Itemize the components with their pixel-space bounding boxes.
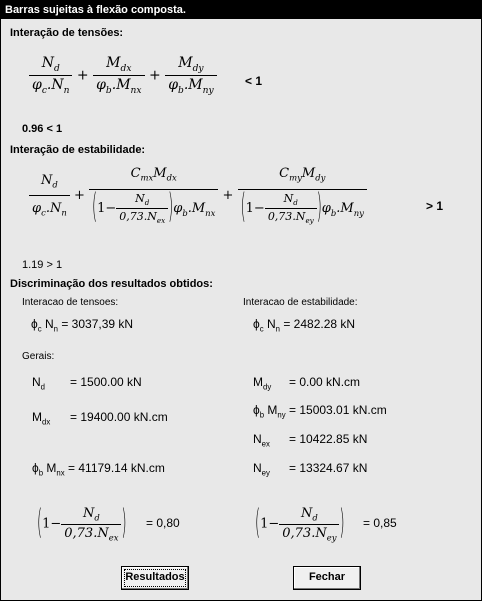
amp-x-value: = 0,80 — [146, 516, 180, 530]
frac-cmx-term: $C_{mx}M_{dx}$ (1− $\frac{N_d}{0,73.N_{ex}}$ )$\varphi_b.M_{nx}$ — [89, 166, 218, 225]
frac-mdx-mnx: $\frac{M_{dx}}{\varphi_b.M_{nx}}$ — [93, 55, 144, 96]
ney-row: $N_{ey} = 13324.67$ kN — [253, 461, 368, 478]
coef-y-amp: 0,73 — [282, 525, 312, 541]
label-gerais: Gerais: — [22, 351, 55, 362]
phi-mny-row: $\phi_b$ $M_{ny} = 15003.01$ kN.cm — [253, 403, 387, 420]
nd-value: = 1500.00 kN — [70, 375, 142, 389]
ney-value: = 13324.67 kN — [289, 461, 368, 475]
phi-nn-estab-row — [253, 317, 355, 333]
nex-value: = 10422.85 kN — [289, 432, 368, 446]
phi-mnx-row: $\phi_b$ $M_{nx} = 41179.14$ kN.cm — [32, 461, 165, 478]
phi-nn-symbol: $\phi_c$ $N_n$ — [31, 317, 58, 334]
phi-nn-symbol-2: $\phi_c$ $N_n$ — [253, 317, 280, 334]
coef-y: 0,73 — [267, 209, 293, 223]
nex-row: $N_{ex} = 10422.85$ kN — [253, 432, 368, 449]
frac-mdy-mny: $\frac{M_{dy}}{\varphi_b.M_{ny}}$ — [165, 55, 216, 96]
coef-x-amp: 0,73 — [64, 525, 94, 541]
mdy-value: = 0.00 kN.cm — [289, 375, 361, 389]
title-bar: Barras sujeitas à flexão composta. — [1, 1, 481, 19]
label-interacao-tensoes: Interacao de tensoes: — [22, 297, 119, 308]
phi-nn-estab-value: = 2482.28 kN — [283, 317, 356, 331]
formula-tensoes: $\frac{N_d}{\varphi_c.N_n}$ + $\frac{M_{dx}}{\varphi_b.M_{nx}}$ + $\frac{M_{dy}}{\varphi_b.M_{ny}}$ — [29, 55, 217, 96]
close-button[interactable]: Fechar — [293, 566, 361, 590]
phi-mny-value: = 15003.01 kN.cm — [289, 403, 387, 417]
amp-y-value: = 0,85 — [363, 516, 397, 530]
label-interacao-estabilidade: Interacao de estabilidade: — [243, 297, 358, 308]
mdy-row: $M_{dy} = 0.00$ kN.cm — [253, 375, 361, 392]
estab-relation: > 1 — [426, 199, 444, 213]
frac-cmy-term: $C_{my}M_{dy}$ (1− $\frac{N_d}{0,73.N_{ey}}$ )$\varphi_b.M_{ny}$ — [238, 166, 367, 225]
amp-x-formula: (1− $\frac{N_d}{0,73.N_{ex}}$ ) — [37, 504, 127, 544]
tensoes-relation: < 1 — [245, 74, 263, 88]
results-button[interactable]: Resultados — [121, 566, 189, 590]
result-estabilidade: 1.19 > 1 — [22, 259, 63, 271]
result-tensoes: 0.96 < 1 — [22, 123, 63, 135]
section-title-discriminacao: Discriminação dos resultados obtidos: — [10, 278, 213, 290]
frac-nd-phinn: $\frac{N_d}{\varphi_c.N_n}$ — [29, 173, 70, 218]
phi-mnx-value: = 41179.14 kN.cm — [68, 461, 165, 475]
frac-nd-nn: $\frac{N_d}{\varphi_c.N_n}$ — [29, 55, 72, 96]
amp-y-formula: (1− $\frac{N_d}{0,73.N_{ey}}$ ) — [255, 504, 345, 544]
phi-nn-tensoes-row — [31, 317, 133, 333]
phi-nn-tensoes-value: = 3037,39 kN — [61, 317, 134, 331]
nd-row: $N_d = 1500.00$ kN — [32, 375, 142, 392]
mdx-row: $M_{dx} = 19400.00$ kN.cm — [32, 410, 168, 427]
mdx-value: = 19400.00 kN.cm — [70, 410, 168, 424]
coef-x: 0,73 — [119, 209, 144, 223]
formula-estabilidade: $\frac{N_d}{\varphi_c.N_n}$ + $C_{mx}M_{dx}$ (1− $\frac{N_d}{0,73.N_{ex}}$ )$\varphi_b.M_{nx}$ + $C_{my}M_{dy}$ (1− $\frac{N_d}{0,73.N_{ey}}$ )$\varphi_b.M_{ny}$ — [29, 166, 367, 225]
section-title-estabilidade: Interação de estabilidade: — [10, 144, 146, 156]
section-title-tensoes: Interação de tensões: — [10, 27, 124, 39]
